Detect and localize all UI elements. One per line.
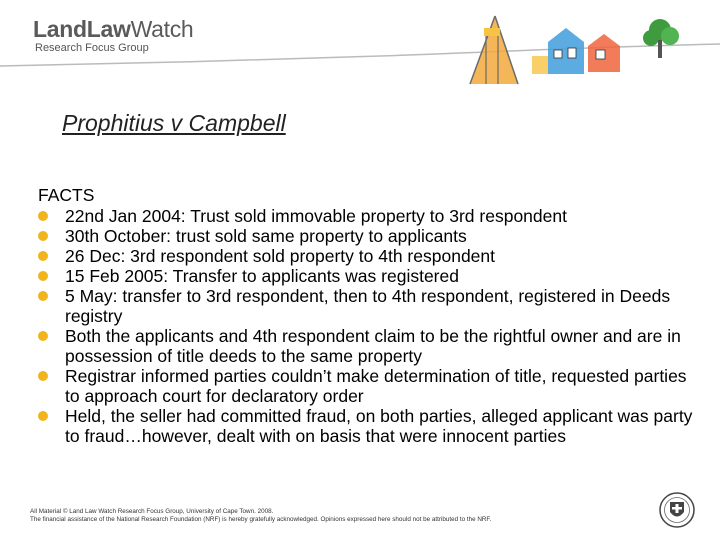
bullet-icon bbox=[38, 411, 48, 421]
bullet-icon bbox=[38, 331, 48, 341]
list-item bbox=[38, 246, 698, 266]
list-item bbox=[38, 226, 698, 246]
list-item-text: 30th October: trust sold same property to applicants bbox=[65, 226, 467, 246]
facts-list bbox=[38, 206, 698, 446]
list-item bbox=[38, 406, 698, 446]
houses-icon bbox=[532, 28, 620, 74]
bullet-icon bbox=[38, 271, 48, 281]
list-item bbox=[38, 286, 698, 326]
tree-icon bbox=[643, 19, 679, 58]
slide-title: Prophitius v Campbell bbox=[62, 110, 286, 136]
list-item-text: 5 May: transfer to 3rd respondent, then to 4th respondent, registered in Deeds registry bbox=[65, 286, 671, 326]
list-item bbox=[38, 366, 698, 406]
list-item-text: Both the applicants and 4th respondent claim to be the rightful owner and are in possession of title deeds to the same property bbox=[65, 326, 681, 366]
bullet-icon bbox=[38, 211, 48, 221]
list-item-text: 26 Dec: 3rd respondent sold property to 4th respondent bbox=[65, 246, 495, 266]
list-item-text: 15 Feb 2005: Transfer to applicants was registered bbox=[65, 266, 459, 286]
logo-subtitle: Research Focus Group bbox=[35, 42, 149, 54]
footer-credits bbox=[30, 508, 491, 524]
footer-acknowledgement: The financial assistance of the National Research Foundation (NRF) is hereby gratefully acknowledged. Opinions expressed here should not be attributed to the NRF. bbox=[30, 516, 492, 523]
bullet-icon bbox=[38, 231, 48, 241]
logo-name-light: Watch bbox=[130, 16, 194, 42]
slide-content bbox=[38, 185, 698, 446]
list-item-text: Registrar informed parties couldn’t make determination of title, requested parties to approach court for declaratory order bbox=[65, 366, 687, 406]
list-item bbox=[38, 206, 698, 226]
list-item-text: Held, the seller had committed fraud, on both parties, alleged applicant was party to fraud…however, dealt with on basis that were innocent parties bbox=[65, 406, 693, 446]
header-illustration bbox=[0, 0, 720, 100]
list-item bbox=[38, 266, 698, 286]
bullet-icon bbox=[38, 291, 48, 301]
university-seal-icon bbox=[658, 488, 696, 534]
bullet-icon bbox=[38, 251, 48, 261]
list-item bbox=[38, 326, 698, 366]
footer-copyright: All Material © Land Law Watch Research Focus Group, University of Cape Town. 2008. bbox=[30, 508, 274, 515]
survey-tower-icon bbox=[470, 16, 518, 84]
list-item-text: 22nd Jan 2004: Trust sold immovable property to 3rd respondent bbox=[65, 206, 567, 226]
logo-name-bold: LandLaw bbox=[33, 16, 131, 42]
bullet-icon bbox=[38, 371, 48, 381]
section-heading: FACTS bbox=[38, 185, 95, 205]
